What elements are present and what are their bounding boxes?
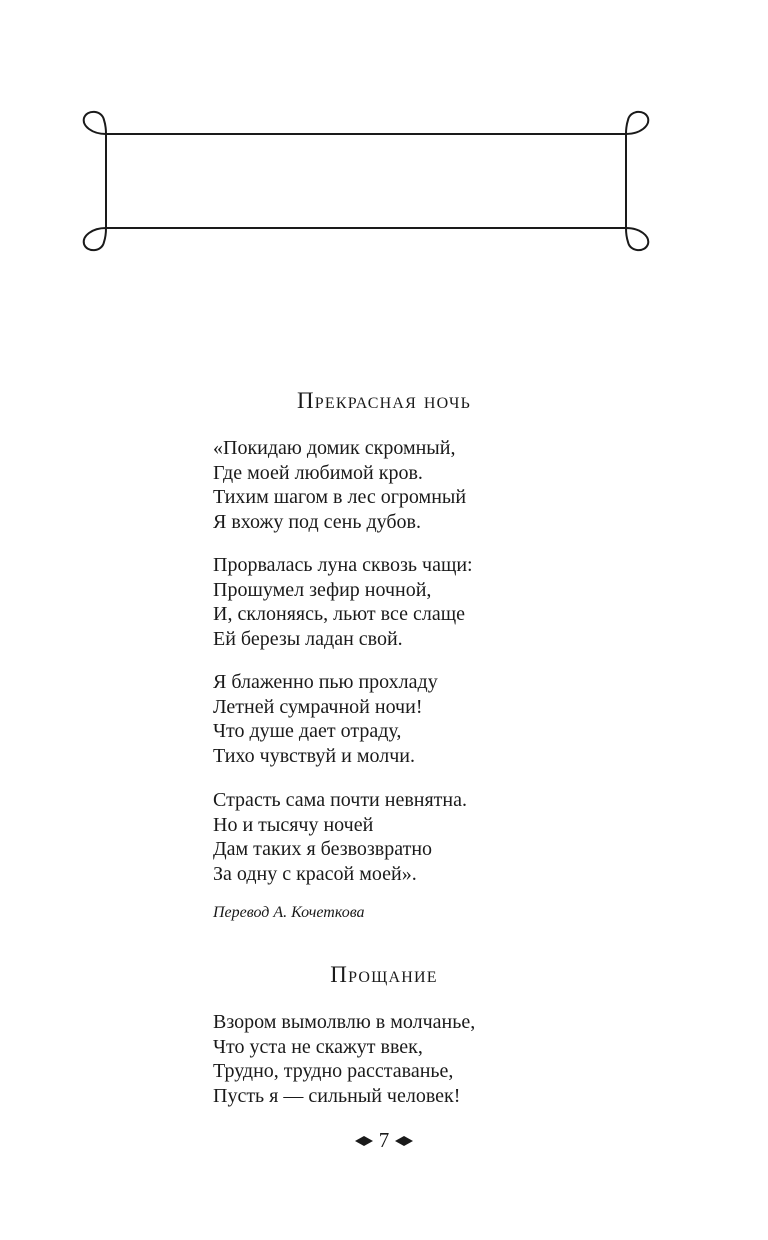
poem-line: Пусть я — сильный человек! [213, 1084, 461, 1107]
poem-body [213, 553, 473, 651]
page-footer [0, 1128, 768, 1153]
stanza [213, 553, 473, 651]
poem-body [213, 1010, 475, 1108]
diamond-ornament-icon [395, 1135, 413, 1147]
poem-line: Что душе дает отраду, [213, 720, 402, 742]
poem-line: Что уста не скажут ввек, [213, 1035, 423, 1058]
poem-line: За одну с красой моей». [213, 862, 417, 885]
poem-line: Где моей любимой кров. [213, 461, 423, 484]
poem-title: Прощание [330, 962, 438, 987]
poem-line: Прорвалась луна сквозь чащи: [213, 554, 473, 576]
translator-credit: Перевод А. Кочеткова [213, 904, 365, 921]
poem-line: Тихо чувствуй и молчи. [213, 744, 415, 767]
poem-line: Я блаженно пью прохладу [213, 671, 438, 693]
poem-body [213, 788, 467, 886]
stanza [213, 788, 467, 886]
poem-line: Взором вымолвлю в молчанье, [213, 1011, 476, 1033]
poem-body [213, 436, 466, 534]
poem-line: Трудно, трудно расставанье, [213, 1060, 454, 1082]
stanza [213, 670, 438, 768]
decorative-frame [80, 108, 652, 254]
poem-line: Я вхожу под сень дубов. [213, 510, 421, 533]
stanza [213, 1010, 475, 1108]
poem-line: И, склоняясь, льют все слаще [213, 603, 465, 625]
page-number: 7 [378, 1128, 390, 1152]
stanza [213, 436, 466, 534]
poem-body [213, 670, 438, 768]
poem-line: Страсть сама почти невнятна. [213, 789, 468, 811]
poem-line: Но и тысячу ночей [213, 813, 374, 836]
poem-line: Дам таких я безвозвратно [213, 838, 433, 860]
poem-line: Ей березы ладан свой. [213, 627, 403, 650]
poem-line: Прошумел зефир ночной, [213, 578, 432, 601]
diamond-ornament-icon [355, 1135, 373, 1147]
poem-title: Прекрасная ночь [296, 388, 472, 413]
poem-line: «Покидаю домик скромный, [213, 437, 456, 459]
poem-line: Летней сумрачной ночи! [213, 695, 423, 718]
poem-line: Тихим шагом в лес огромный [213, 486, 467, 508]
